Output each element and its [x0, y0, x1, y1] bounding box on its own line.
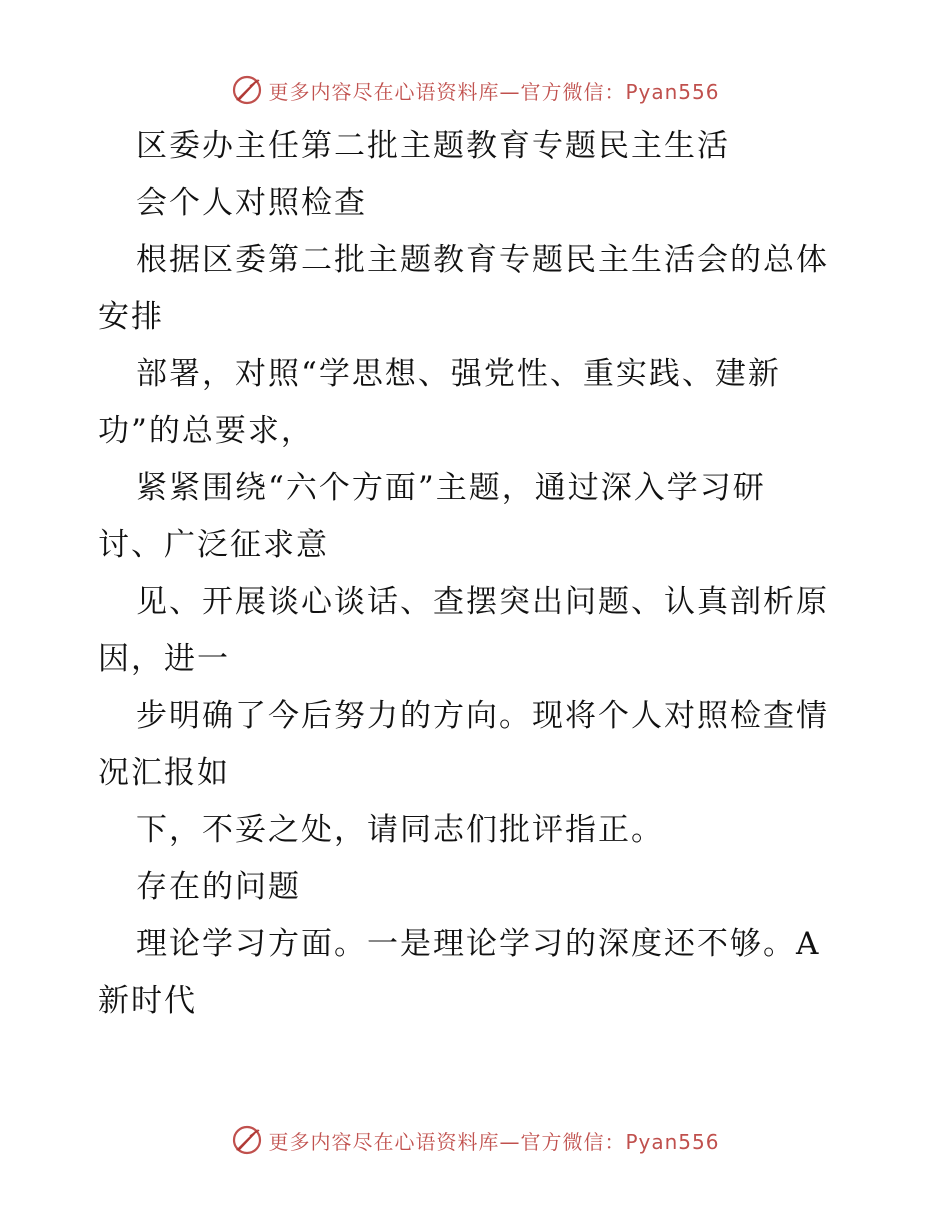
quill-logo-icon: [230, 73, 264, 107]
document-line: 下，不妥之处，请同志们批评指正。: [136, 812, 664, 848]
document-line: 功”的总要求，: [98, 413, 314, 449]
document-line: 步明确了今后努力的方向。现将个人对照检查情: [136, 698, 829, 734]
document-line: 新时代: [98, 983, 197, 1019]
document-line: 讨、广泛征求意: [98, 527, 329, 563]
header-banner: [0, 70, 950, 110]
document-body: [98, 118, 858, 1030]
document-line: 况汇报如: [98, 755, 230, 791]
document-line: 根据区委第二批主题教育专题民主生活会的总体: [136, 242, 829, 278]
document-line: 紧紧围绕“六个方面”主题，通过深入学习研: [136, 470, 766, 506]
document-line: 部署，对照“学思想、强党性、重实践、建新: [136, 356, 781, 392]
footer-banner-text: 更多内容尽在心语资料库—官方微信：Pyan556: [268, 1129, 720, 1154]
footer-banner: [0, 1120, 950, 1160]
document-line: 理论学习方面。一是理论学习的深度还不够。A: [136, 926, 821, 962]
document-line: 存在的问题: [136, 869, 301, 905]
document-line: 区委办主任第二批主题教育专题民主生活: [136, 128, 730, 164]
header-banner-text: 更多内容尽在心语资料库—官方微信：Pyan556: [268, 79, 720, 104]
document-line: 会个人对照检查: [136, 185, 367, 221]
document-line: 安排: [98, 299, 164, 335]
document-line: 因，进一: [98, 641, 230, 677]
quill-logo-icon: [230, 1123, 264, 1157]
document-line: 见、开展谈心谈话、查摆突出问题、认真剖析原: [136, 584, 829, 620]
